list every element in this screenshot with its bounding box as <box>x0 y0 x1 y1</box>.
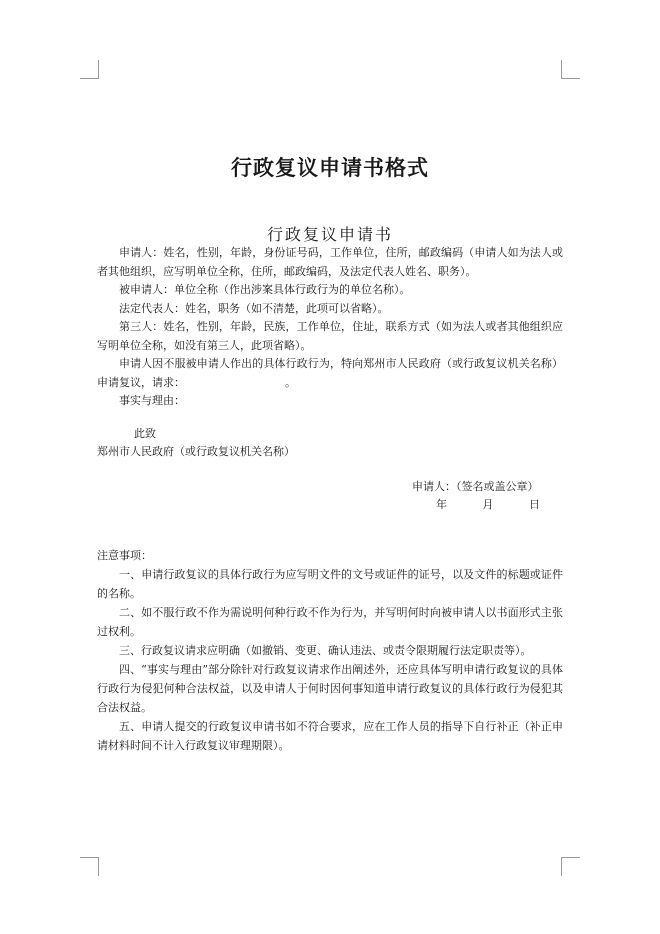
date-line <box>436 496 566 514</box>
closing-block <box>97 425 295 461</box>
date-day: 日 <box>529 498 540 511</box>
signature-line: 申请人：（签名或盖公章） <box>412 480 539 493</box>
facts-reasons-paragraph: 事实与理由： <box>119 394 185 407</box>
note-item: 三、行政复议请求应明确（如撤销、变更、确认违法、或责令限期履行法定职责等）。 <box>119 644 532 657</box>
crop-mark-top-right <box>561 60 580 79</box>
request-end: 。 <box>285 375 296 389</box>
respondent-paragraph: 被申请人：单位全称（作出涉案具体行政行为的单位名称）。 <box>119 283 411 296</box>
request-text: 申请人因不服被申请人作出的具体行政行为，特向郑州市人民政府（或行政复议机关名称）申请复议，请求： <box>97 357 563 389</box>
recipient-line: 郑州市人民政府（或行政复议机关名称） <box>97 445 295 458</box>
crop-mark-top-left <box>80 60 99 79</box>
applicant-paragraph: 申请人：姓名，性别，年龄，身份证号码，工作单位，住所，邮政编码（申请人如为法人或者其他组织，应写明单位全称，住所，邮政编码，及法定代表人姓名、职务）。 <box>97 246 563 278</box>
third-party-paragraph: 第三人：姓名，性别，年龄，民族，工作单位，住址，联系方式（如为法人或者其他组织应写明单位全称，如没有第三人，此项省略）。 <box>97 320 563 352</box>
notes-section <box>97 546 563 755</box>
request-paragraph <box>97 355 563 392</box>
note-item: 一、申请行政复议的具体行政行为应写明文件的文号或证件的证号，以及文件的标题或证件的名称。 <box>97 568 563 600</box>
note-item: 五、申请人提交的行政复议申请书如不符合要求，应在工作人员的指导下自行补正（补正申请材料时间不计入行政复议审理期限）。 <box>97 720 563 752</box>
page-title: 行政复议申请书格式 <box>231 155 429 180</box>
legal-representative-paragraph: 法定代表人：姓名，职务（如不清楚，此项可以省略）。 <box>119 301 389 315</box>
date-month: 月 <box>482 498 494 511</box>
form-title: 行政复议申请书 <box>266 225 393 244</box>
closing-salutation: 此致 <box>134 427 156 440</box>
crop-mark-bottom-left <box>80 857 99 876</box>
note-item: 四、“事实与理由”部分除针对行政复议请求作出阐述外，还应具体写明申请行政复议的具体行政行为侵犯何种合法权益，以及申请人于何时因何事知道申请行政复议的具体行政行为侵犯其合法权益。 <box>97 663 563 714</box>
application-body <box>97 244 563 411</box>
crop-mark-bottom-right <box>561 857 580 876</box>
note-item: 二、如不服行政不作为需说明何种行政不作为行为，并写明何时向被申请人以书面形式主张过权利。 <box>97 606 563 638</box>
date-year: 年 <box>436 498 447 511</box>
notes-heading: 注意事项： <box>97 549 152 562</box>
